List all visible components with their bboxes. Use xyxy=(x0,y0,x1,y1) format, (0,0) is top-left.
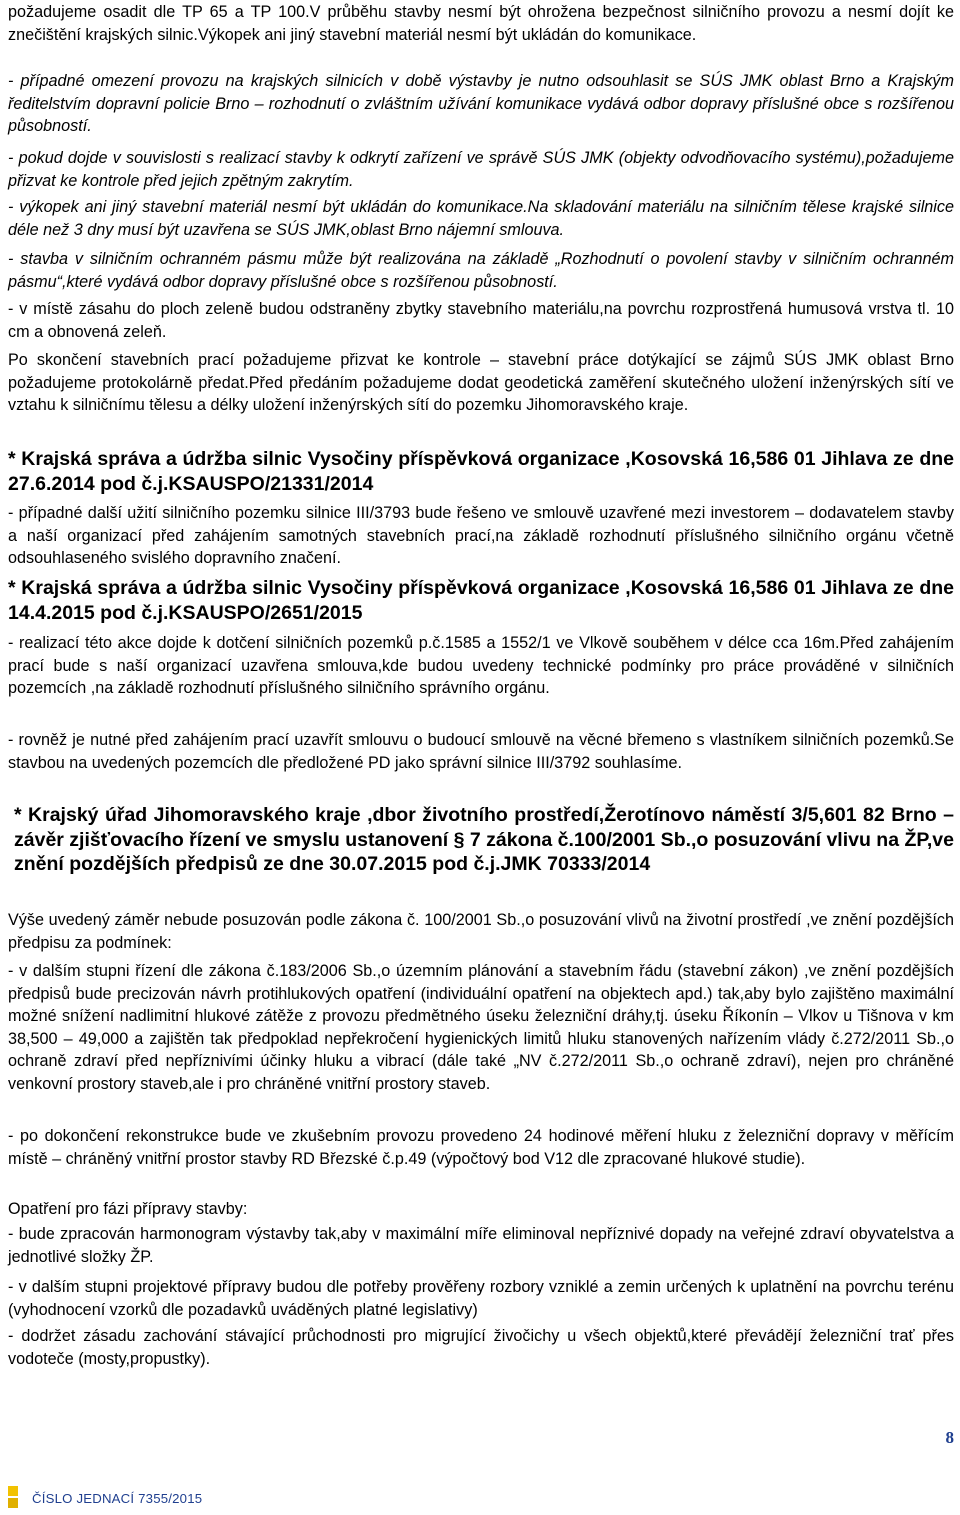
paragraph-soil-analysis: - v dalším stupni projektové přípravy budou dle potřeby prověřeny rozbory vzniklé a zemin určených k uplatnění na povrchu terénu (vyhodnocení vzorků dle pozadavků uváděných platné legislativy) xyxy=(8,1278,954,1319)
paragraph-noise-measures: - v dalším stupni řízení dle zákona č.183/2006 Sb.,o územním plánování a stavebním řádu (stavební zákon) ,ve znění pozdějších předpisů bude precizován návrh protihlukových opatření (individuální opatření na objektech apd.) tak,aby bylo zajištěno maximální možné snížení nadlimitní hlukové zátěže z provozu předmětného úseku železniční dráhy,tj. úseku Říkonín – Vlkov u Tišnova v km 38,500 – 49,000 a zajištěn tak předpoklad nepřekročení hygienických limitů hluku stanovených nařízením vlády č.272/2011 Sb.,o ochraně zdraví před nepříznivími účinky hluku a vibrací (dále také „NV č.272/2011 Sb.,o ochraně zdraví), nejen pro chráněné venkovní prostory staveb,ale i pro chráněné vnitřní prostory staveb. xyxy=(8,962,954,1093)
paragraph-preparation-heading: Opatření pro fázi přípravy stavby: xyxy=(8,1200,248,1218)
heading-ksus-2015: * Krajská správa a údržba silnic Vysočiny příspěvková organizace ,Kosovská 16,586 01 Jihlava ze dne 14.4.2015 pod č.j.KSAUSPO/2651/2015 xyxy=(8,577,954,624)
paragraph-protective-zone: - stavba v silničním ochranném pásmu může být realizována na základě „Rozhodnutí o povolení stavby v silničním ochranném pásmu“,které vydává odbor dopravy příslušné obce s rozšířenou působností. xyxy=(8,250,954,291)
footer-reference: ČÍSLO JEDNACÍ 7355/2015 xyxy=(32,1490,203,1506)
heading-ksus-2014: * Krajská správa a údržba silnic Vysočiny příspěvková organizace ,Kosovská 16,586 01 Jihlava ze dne 27.6.2014 pod č.j.KSAUSPO/21331/2014 xyxy=(8,448,954,495)
paragraph-greenery: - v místě zásahu do ploch zeleně budou odstraněny zbytky stavebního materiálu,na povrchu rozprostřená humusová vrstva tl. 10 cm a obnovená zeleň. xyxy=(8,300,954,341)
paragraph-easement: - rovněž je nutné před zahájením prací uzavřít smlouvu o budoucí smlouvě na věcné břemeno s vlastníkem silničních pozemků.Se stavbou na uvedených pozemcích dle předložené PD jako správní silnice III/3792 souhlasíme. xyxy=(8,731,954,772)
page-number: 8 xyxy=(945,1428,954,1447)
paragraph-schedule: - bude zpracován harmonogram výstavby tak,aby v maximální míře eliminoval nepříznivé dopady na veřejné zdraví obyvatelstva a jednotlivé složky ŽP. xyxy=(8,1225,954,1266)
paragraph-storage: - výkopek ani jiný stavební materiál nesmí být ukládán do komunikace.Na skladování materiálu na silničním tělese krajské silnice déle než 3 dny musí být uzavřena se SÚS JMK,oblast Brno nájemní smlouva. xyxy=(8,198,954,239)
paragraph-road-use-contract: - případné další užití silničního pozemku silnice III/3793 bude řešeno ve smlouvě uzavřené mezi investorem – dodavatelem stavby a naší organizací před zahájením samotných stavebních prací,na základě rozhodnutí příslušného silničního orgánu včetně odsouhlaseného svislého dopravního značení. xyxy=(8,504,954,568)
paragraph-eia-conditions: Výše uvedený záměr nebude posuzován podle zákona č. 100/2001 Sb.,o posuzování vlivů na životní prostředí ,ve znění pozdějších předpisu za podmínek: xyxy=(8,911,954,952)
paragraph-sus-inspection: - pokud dojde v souvislosti s realizací stavby k odkrytí zařízení ve správě SÚS JMK (objekty odvodňovacího systému),požadujeme přizvat ke kontrole před jejich zpětným zakrytím. xyxy=(8,149,954,190)
paragraph-handover: Po skončení stavebních prací požadujeme přizvat ke kontrole – stavební práce dotýkající se zájmů SÚS JMK oblast Brno požadujeme protokolárně předat.Před předáním požadujeme dodat geodetická zaměření skutečného uložení inženýrských sítí ve vztahu k silničnímu tělesu a délky uložení inženýrských sítí do pozemku Jihomoravského kraje. xyxy=(8,351,954,415)
paragraph-sus-restriction: - případné omezení provozu na krajských silnicích v době výstavby je nutno odsouhlasit se SÚS JMK oblast Brno a Krajským ředitelstvím dopravní policie Brno – rozhodnutí o zvláštním užívání komunikace vydává odbor dopravy příslušné obce s rozšířenou působností. xyxy=(8,72,954,136)
heading-kraj-environment: * Krajský úřad Jihomoravského kraje ,dbor životního prostředí,Žerotínovo náměstí 3/5,601 82 Brno – závěr zjišťovacího řízení ve smyslu ustanovení § 7 zákona č.100/2001 Sb.,o posuzování vlivu na ŽP,ve znění pozdějších předpisů ze dne 30.07.2015 pod č.j.JMK 70333/2014 xyxy=(14,804,954,876)
paragraph-migration: - dodržet zásadu zachování stávající průchodnosti pro migrující živočichy u všech objektů,které převádějí železniční trať přes vodoteče (mosty,propustky). xyxy=(8,1327,954,1368)
logo-mark-icon xyxy=(8,1486,22,1510)
paragraph-road-plots: - realizací této akce dojde k dotčení silničních pozemků p.č.1585 a 1552/1 ve Vlkově souběhem v délce cca 16m.Před zahájením prací bude s naší organizací uzavřena smlouva,kde budou uvedeny technické podmínky pro práce prováděné v silničních pozemcích ,na základě rozhodnutí příslušného silničního správního orgánu. xyxy=(8,634,954,698)
paragraph-intro: požadujeme osadit dle TP 65 a TP 100.V průběhu stavby nesmí být ohrožena bezpečnost silničního provozu a nesmí dojít ke znečištění krajských silnic.Výkopek ani jiný stavební materiál nesmí být ukládán do komunikace. xyxy=(8,3,954,44)
paragraph-noise-measurement: - po dokončení rekonstrukce bude ve zkušebním provozu provedeno 24 hodinové měření hluku z železniční dopravy v měřícím místě – chráněný vnitřní prostor stavby RD Březské č.p.49 (výpočtový bod V12 dle zpracované hlukové studie). xyxy=(8,1127,954,1168)
footer xyxy=(8,1486,202,1510)
